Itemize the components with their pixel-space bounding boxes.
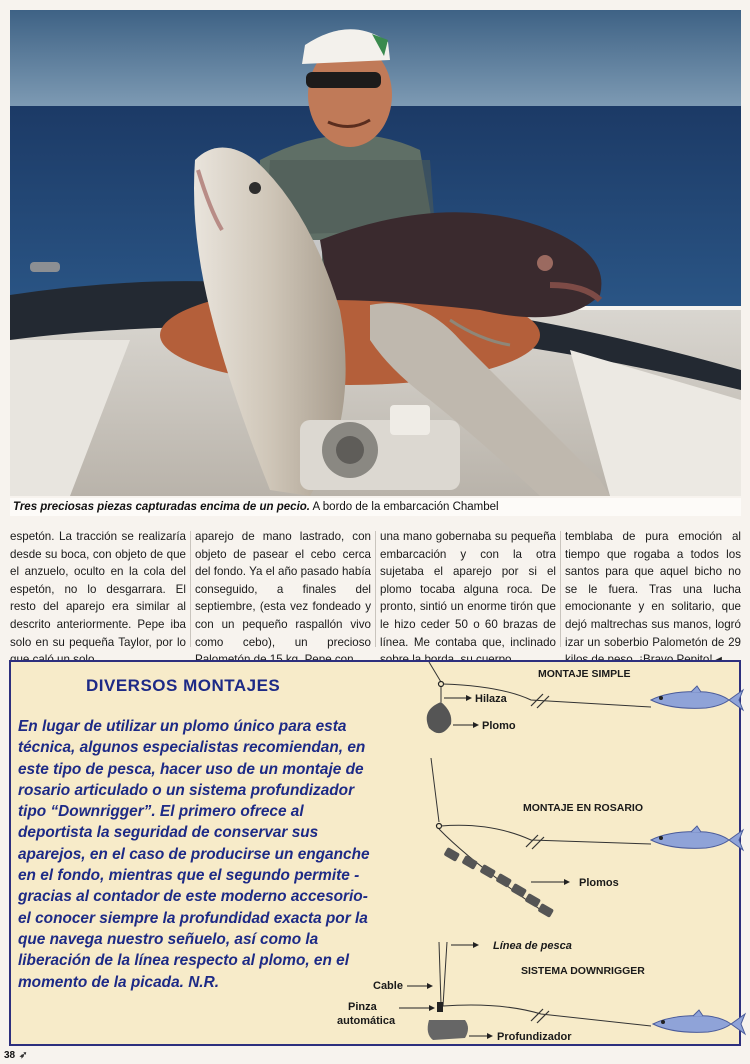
article-columns: [10, 528, 741, 650]
column-divider: [190, 531, 191, 647]
downrigger-title: SISTEMA DOWNRIGGER: [521, 965, 645, 977]
article-column-4: temblaba de pura emoción al tiempo que rogaba a todos los santos para que aquel bicho no se le fuera. Tras una lucha emocionante y en solitario, que dejó maltrechas sus manos, logró izar un soberbio Palometón de 29: [565, 528, 741, 650]
box-title: DIVERSOS MONTAJES: [86, 676, 281, 695]
profundizador-label: Profundizador: [497, 1031, 572, 1043]
column-divider: [560, 531, 561, 647]
column-divider: [375, 531, 376, 647]
caption-bold: Tres preciosas piezas capturadas encima de un pecio.: [13, 501, 310, 513]
simple-hilaza-label: Hilaza: [475, 693, 507, 705]
rig-diagram: [337, 662, 741, 1046]
linea-pesca-label: Línea de pesca: [493, 940, 572, 952]
pinza-label-2: automática: [337, 1015, 396, 1027]
montaje-rosario-diagram: [431, 758, 743, 918]
simple-title: MONTAJE SIMPLE: [538, 668, 631, 680]
article-column-2: aparejo de mano lastrado, con objeto de pasear el cebo cerca del fondo. Ya el año pasado había conseguido, a finales del septiembre, (esta vez fondeado y con un pequeño raspallón vivo como cebo), un precioso: [195, 530, 371, 649]
main-photo: [10, 10, 741, 496]
box-text: En lugar de utilizar un plomo único para esta técnica, algunos especialistas recomiendan, en este tipo de pesca, hacer uso de un montaje de rosario articulado o un sistema profundizador tipo “Downrigger”. El primero ofrece al deportista la seguridad de conservar sus aparejos, en el caso de producirse un enganche en el fondo, mientras que el segundo permite -gracias al contador de este moderno accesorio- el conocer siempre la profundidad exacta por la que navega nuestro señuelo, así como la liberación de la línea respecto al plomo, en el momento de la picada. N.R.: [18, 718, 370, 991]
simple-plomo-label: Plomo: [482, 720, 516, 732]
diversos-montajes-box: [9, 660, 741, 1046]
magazine-logo-icon: ➶: [19, 1050, 28, 1061]
pinza-label-1: Pinza: [348, 1001, 377, 1013]
downrigger-diagram: [337, 940, 745, 1043]
cable-label: Cable: [373, 980, 403, 992]
rosario-plomos-label: Plomos: [579, 877, 619, 889]
caption-rest: A bordo de la embarcación Chambel: [310, 501, 499, 513]
montaje-simple-diagram: [427, 662, 743, 733]
page-number: 38: [4, 1050, 16, 1061]
article-column-3: una mano gobernaba su pequeña embarcación y con la otra sujetaba el aparejo por si el plomo tocaba alguna roca. De pronto, sintió un enorme tirón que le hizo ceder 50 o 60 brazas de línea. Me contaba que, inclinado: [380, 530, 556, 649]
photo-caption: [10, 498, 741, 516]
fishing-photo-illustration: [10, 10, 741, 496]
article-column-1: espetón. La tracción se realizaría desde su boca, con objeto de que el anzuelo, oculto en la cola del espetón, no lo desgarrara. El resto del aparejo era similar al descrito anteriormente. Pepe iba solo en su pequeña Taylor, por lo: [10, 530, 186, 649]
rosario-title: MONTAJE EN ROSARIO: [523, 802, 643, 814]
page-footer: [4, 1050, 28, 1061]
